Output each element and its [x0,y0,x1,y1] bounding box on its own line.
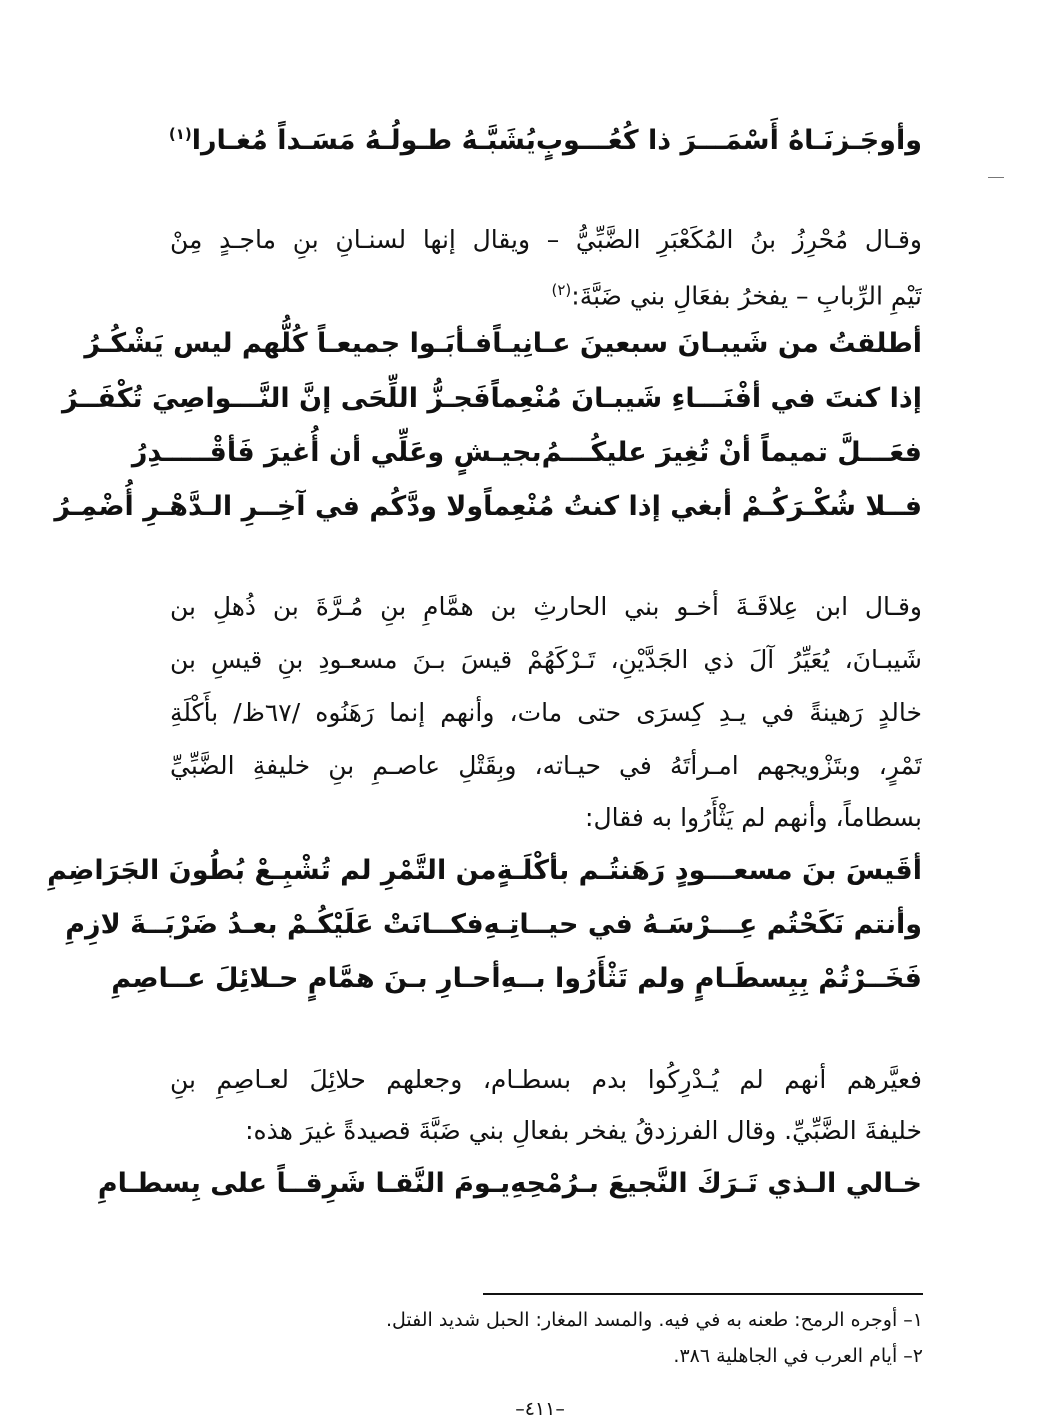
paragraph-1-line-2 [170,265,922,315]
paragraph-2-line-5: بسطاماً، وأنهم لم يَثْأَرُوا به فقال: [585,803,922,832]
poem-1-verse [131,427,922,477]
closing-verse [97,1158,922,1208]
margin-mark [988,177,1004,178]
poem-1-verse-4-second: ولا ودَّكُم في آخِــرِ الـدَّهْـرِ أُضْمِـرُ [54,490,484,522]
poem-2-verse [47,845,922,895]
paragraph-1-line-1: وقـال مُحْرِزُ بنُ المُكَعْبَرِ الضَّبِّيُّ – ويقال إنها لسنـانِ بنِ ماجـدٍ مِنْ [170,225,922,254]
page-number: –٤١١– [515,1398,565,1420]
poem-1-verse-3-second: بجيـشٍ وعَلِّي أن أُغيرَ فَأقْـــــدِرُ [131,436,542,468]
poem-1-verse-2-second: فَجـزُّ اللِّحَى إنَّ النَّـــواصِيَ تُكْفَــرُ [62,382,491,414]
poem-1-verse [62,373,922,423]
poem-1-verse-1-first: أطلقتُ من شَيبـانَ سبعينَ عـانِيـاً [492,327,922,359]
paragraph-2-line-3: خالدٍ رَهينةً في يـدِ كِسرَى حتى مات، وأنهم إنما رَهَنُوه /٦٧ظ/ بأَكْلَةِ [170,698,922,727]
poem-2-verse-1-second: من التَّمْرِ لم تُشْبِـعْ بُطُونَ الجَرَاضِمِ [47,854,497,886]
closing-verse-first-hemistich: خـالي الـذي تَـرَكَ النَّجيعَ بـرُمْحِهِ [510,1167,922,1199]
poem-1-verse [54,481,922,531]
footnote-1: ١– أوجره الرمح: طعنه به في فيه. والمسد المغار: الحبل شديد الفتل. [385,1309,923,1331]
poem-2-verse-2-second: فكــانَتْ عَلَيْكُـمْ بعـدُ ضَرْبَــةَ لازِمِ [65,908,484,940]
poem-1-verse-1-second: فـأبَـوا جميعـاً كُلُّهم ليس يَشْكُـرُ [84,327,493,359]
poem-2-verse-3-first: فَخَــرْتُمْ بِبِسطَـامٍ ولم تَثْأَرُوا بــهِ [500,962,922,994]
poem-1-verse-2-first: إذا كنتَ في أفْنَـــاءِ شَيبـانَ مُنْعِماً [490,382,922,414]
footnote-ref-1: (١) [168,124,192,143]
poem-1-verse-3-first: فعَـــلَّ تميماً أنْ تُغِيرَ عليكُـــمُ [541,436,922,468]
poem-2-verse-1-first: أقَيسَ بنَ مسعـــودٍ رَهَنتُـم بأكْلَـةٍ [496,854,922,886]
paragraph-2-line-1: وقـال ابن عِلاقَـةَ أخـو بني الحارثِ بن همَّامِ بنِ مُـرَّةَ بن ذُهلِ بن [170,592,922,621]
footnote-2: ٢– أيام العرب في الجاهلية ٣٨٦. [673,1345,923,1367]
poem-1-verse [84,318,922,368]
footnote-divider [483,1293,923,1295]
opening-verse [170,115,922,165]
poem-2-verse-2-first: وأنتم نَكَحْتُم عِـــرْسَـهُ في حيــاتِـهِ [483,908,922,940]
footnote-ref-2: (٢) [551,281,572,299]
opening-verse-second-text: يُشَبَّـهُ طـولُـهُ مَسَـداً مُغـارا [191,124,536,156]
opening-verse-first-hemistich: وأوجَـزنَـاهُ أَسْمَـــرَ ذا كُعُـــوبٍ [535,124,922,156]
paragraph-3-line-1: فعيَّرهم أنهم لم يُـدْرِكُوا بدم بسطـام، وجعلهم حلائِلَ لعـاصِمِ بنِ [170,1065,922,1094]
poem-2-verse [65,899,922,949]
paragraph-3-line-2: خليفةَ الضَّبِّيِّ. وقال الفرزدقُ يفخر بفعالِ بني ضَبَّةَ قصيدةً غيرَ هذه: [245,1116,922,1145]
paragraph-1-line-2-text: تَيْمِ الرِّبابِ – يفخرُ بفعَالِ بني ضَبَّةَ: [571,281,922,311]
poem-2-verse [111,953,922,1003]
paragraph-2-line-2: شَيبـانَ، يُعَيِّرُ آلَ ذي الجَدَّيْنِ، تَـرْكَهُمْ قيسَ بـنَ مسعـودِ بنِ قيسِ بن [170,645,922,674]
poem-2-verse-3-second: أحـارِ بـنَ همَّامٍ حـلائِلَ عــاصِمِ [111,962,501,994]
poem-1-verse-4-first: فــلا شُكْـرَكُـمْ أبغي إذا كنتُ مُنْعِماً [483,490,922,522]
paragraph-2-line-4: تَمْرٍ، وبتَزْويجهم امـرأتَهُ في حيـاته، وبِقَتْلِ عاصـمِ بنِ خليفةِ الضَّبِّيِّ [170,751,922,780]
opening-verse-second-hemistich [169,125,536,156]
closing-verse-second-hemistich: يـومَ النَّقـا شَرِقــاً على بِسطـامِ [97,1167,511,1199]
